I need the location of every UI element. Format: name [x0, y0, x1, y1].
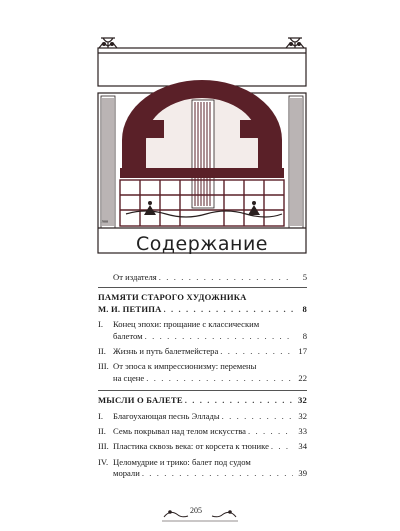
toc-title: Конец эпохи: прощание с классическим: [113, 319, 260, 330]
toc-page: 39: [298, 468, 307, 479]
toc-title-line2: на сцене: [113, 372, 145, 383]
toc-title-line2: балетом: [113, 330, 143, 341]
toc-title: Жизнь и путь балетмейстера: [113, 346, 219, 357]
toc-page: 34: [298, 441, 307, 452]
toc-page: 5: [302, 272, 307, 282]
toc-section-title: МЫСЛИ О БАЛЕТЕ: [98, 395, 183, 406]
toc-title: От эпоса к импрессионизму: перемены: [113, 361, 257, 372]
left-urn-icon: [99, 38, 117, 48]
toc-title-line2: морали: [113, 468, 140, 479]
toc-number: I.: [98, 410, 104, 421]
toc-number: III.: [98, 441, 109, 452]
toc-section-title-line2: М. И. ПЕТИПА: [98, 303, 162, 314]
toc-entry-publisher[interactable]: [98, 272, 307, 283]
toc-number: III.: [98, 361, 109, 372]
toc-entry-plasticity[interactable]: [98, 441, 307, 452]
toc-title: Благоухающая песнь Эллады: [113, 410, 220, 421]
toc-title: Семь покрывал над телом искусства: [113, 426, 246, 437]
toc-page: 8: [302, 330, 307, 341]
toc-page: 8: [302, 303, 307, 314]
table-of-contents: [98, 272, 307, 480]
toc-entry-seven-veils[interactable]: [98, 426, 307, 437]
artist-signature: 1900: [100, 219, 108, 224]
toc-page: 33: [298, 426, 307, 437]
toc-section-thoughts-on-ballet[interactable]: [98, 395, 307, 406]
toc-entry-end-of-era[interactable]: [98, 319, 307, 342]
page-number: 205: [190, 506, 202, 515]
toc-section-petipa[interactable]: [98, 292, 307, 315]
toc-title: Пластика сквозь века: от корсета к тюнике: [113, 441, 269, 452]
page-title: Содержание: [136, 233, 268, 255]
toc-entry-chastity-and-tights[interactable]: [98, 457, 307, 480]
toc-title: Целомудрие и трико: балет под судом: [113, 456, 251, 467]
toc-banner: [98, 230, 306, 258]
toc-entry-epic-to-impressionism[interactable]: [98, 361, 307, 384]
toc-section-title: ПАМЯТИ СТАРОГО ХУДОЖНИКА: [98, 292, 247, 303]
right-urn-icon: [286, 38, 304, 48]
toc-page: 22: [298, 372, 307, 383]
toc-entry-hellas-song[interactable]: [98, 411, 307, 422]
toc-entry-life-path[interactable]: [98, 346, 307, 357]
toc-page: 32: [298, 410, 307, 421]
toc-number: II.: [98, 346, 106, 357]
toc-page: 32: [298, 395, 307, 406]
toc-number: II.: [98, 426, 106, 437]
toc-title: От издателя: [113, 272, 157, 282]
toc-number: I.: [98, 319, 104, 330]
toc-number: IV.: [98, 456, 109, 467]
toc-page: 17: [298, 346, 307, 357]
